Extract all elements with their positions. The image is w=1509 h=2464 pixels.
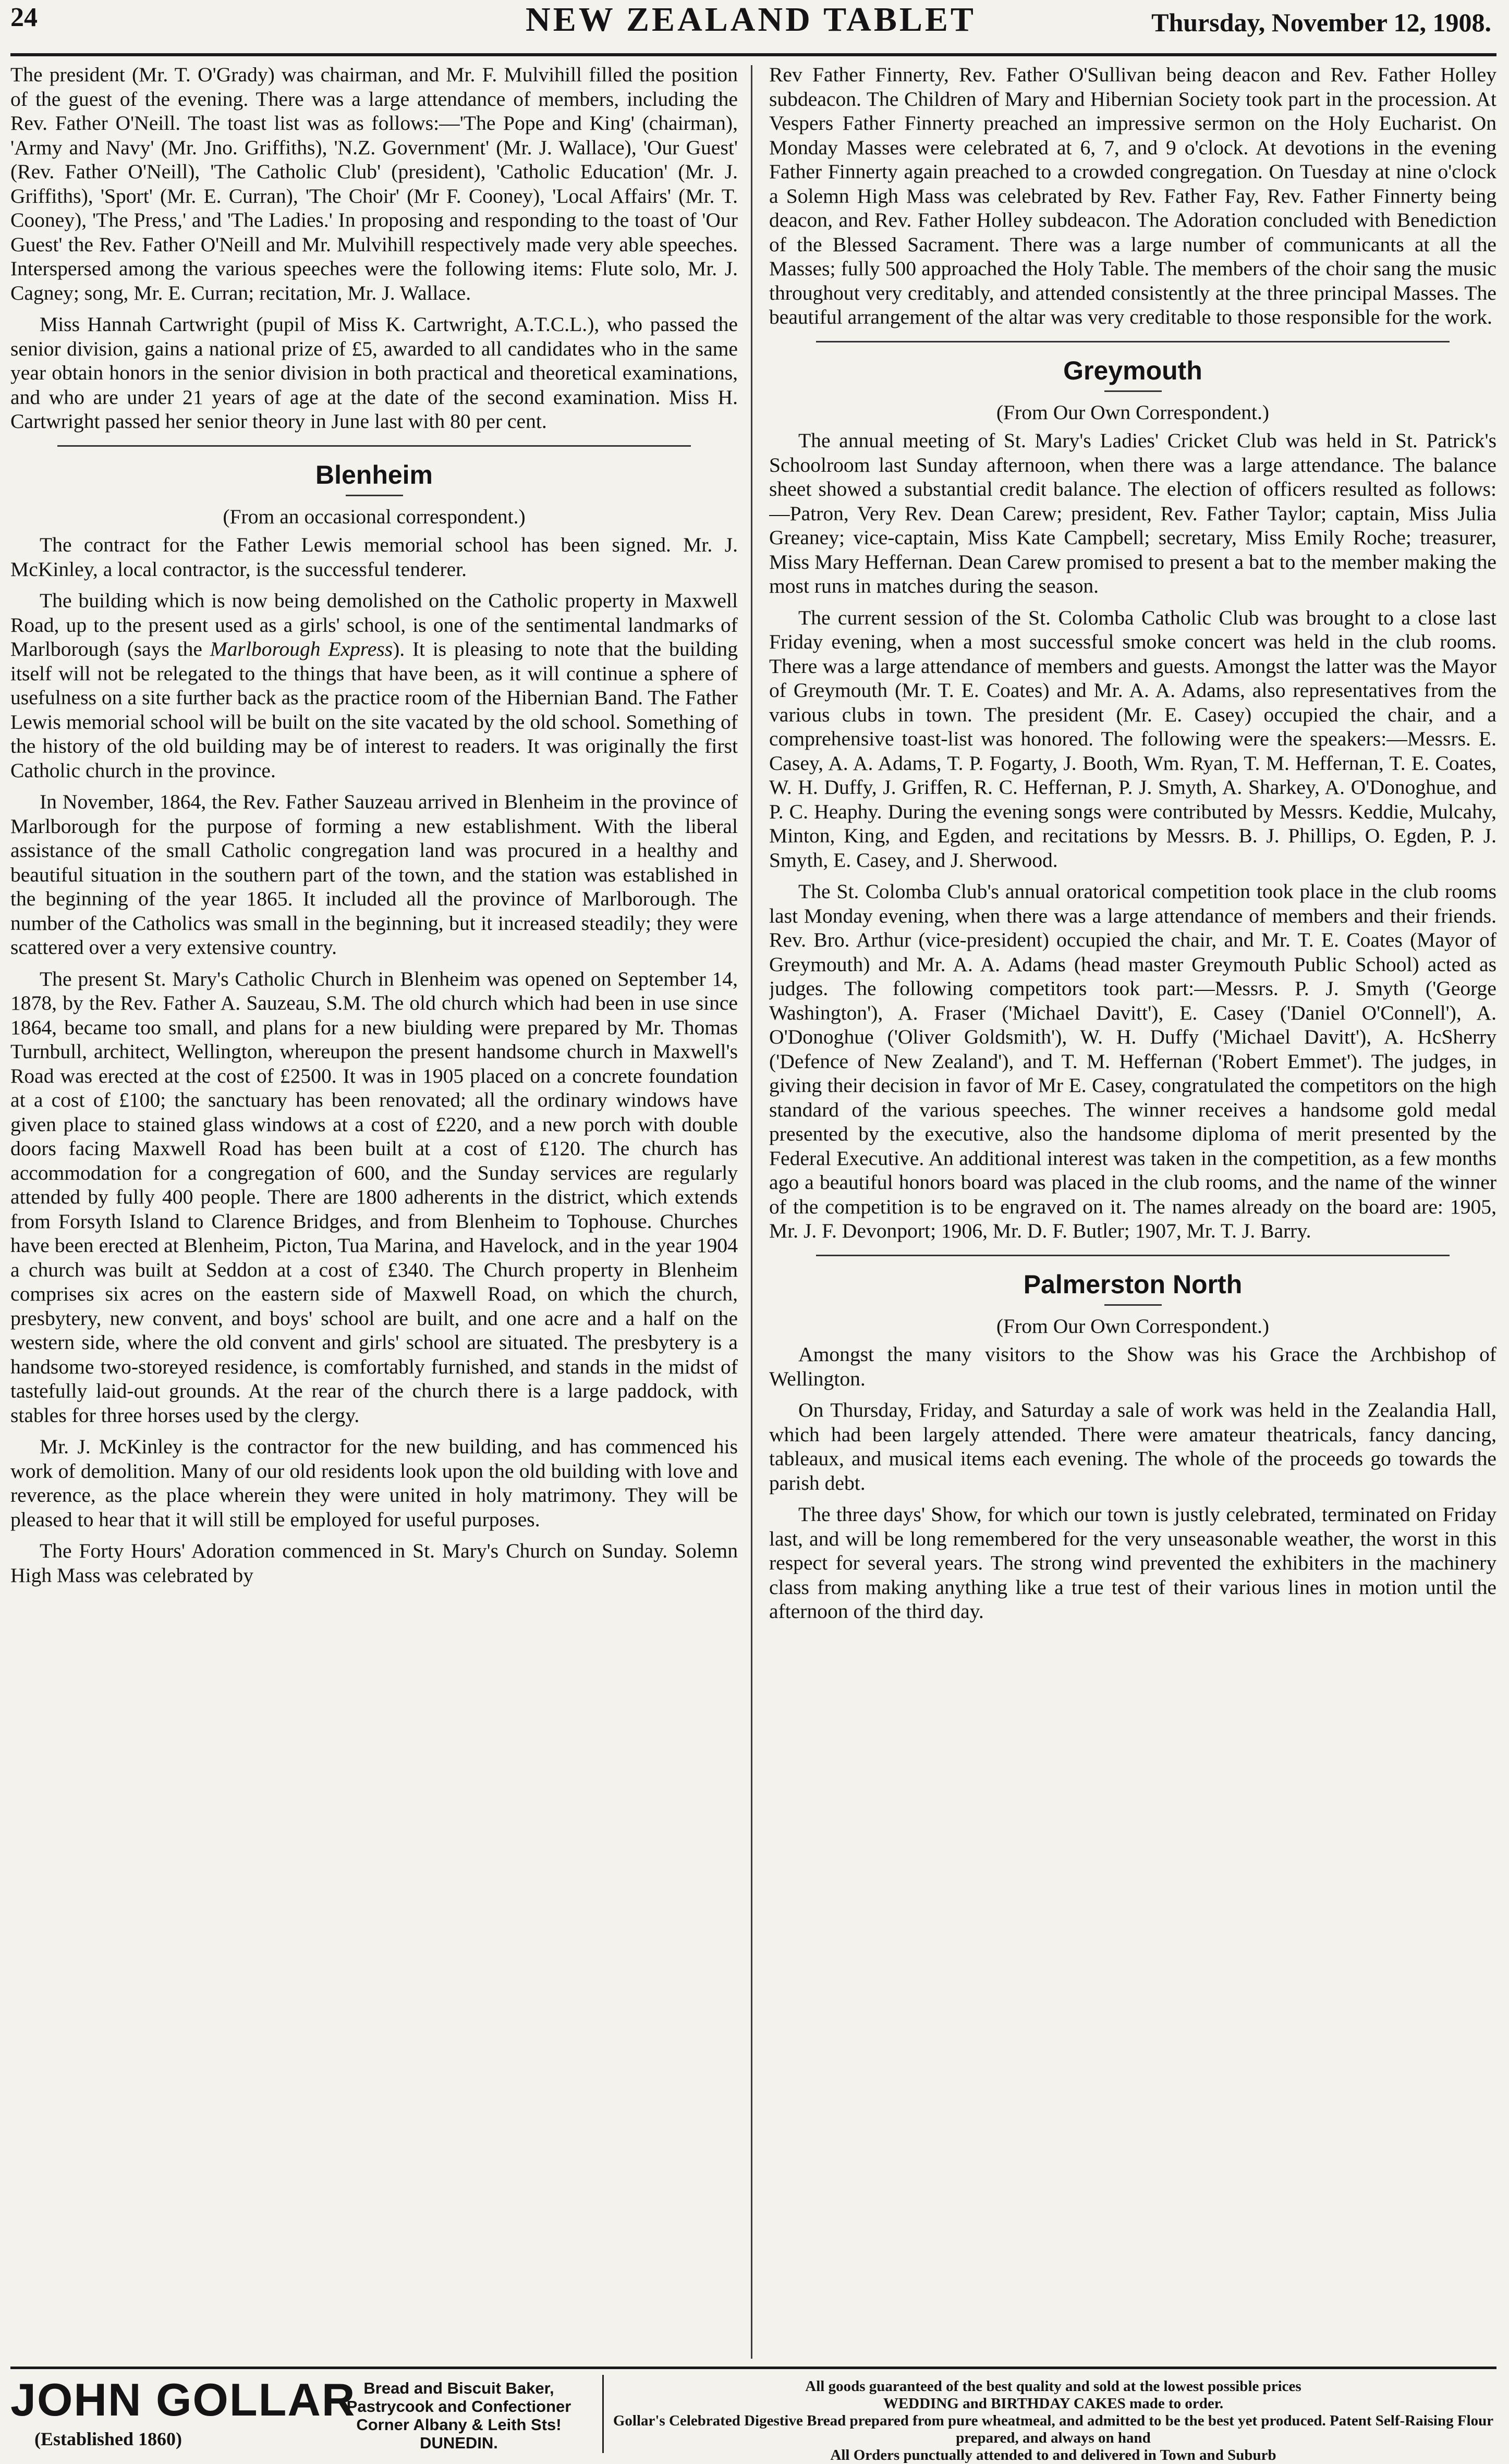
text-run: The building which is now being demolished on the Catholic property in Maxwell Road, up to the present used as a girls' school, is one of the sentimental landmarks of Marlborough (says the (10, 589, 738, 660)
heading-underline (346, 495, 403, 496)
advertiser-details (318, 2379, 600, 2452)
greymouth-paragraph: The current session of the St. Colomba Catholic Club was brought to a close last Friday evening, when a most successful smoke concert was held in the club rooms. There was a large attendance of members and guests. Amongst the latter was the Mayor of Greymouth (Mr. T. E. Coates) and Mr. A. A. Adams, also representatives from the various clubs in town. The president (Mr. E. Casey) occupied the chair, and a comprehensive toast-list was honored. The following were the speakers:—Messrs. E. Casey, A. A. Adams, T. P. Fogarty, J. Booth, Wm. Ryan, T. M. Heffernan, T. E. Coates, W. H. Duffy, J. Griffen, R. C. Heffernan, P. J. Smyth, A. Sharkey, A. O'Donoghue, and P. C. Heaphy. During the evening songs were contributed by Messrs. Keddie, Mulcahy, Minton, King, and Egden, and recitations by Messrs. B. J. Phillips, O. Egden, P. J. Smyth, E. Casey, and J. Sherwood. (769, 606, 1496, 872)
section-divider (816, 341, 1450, 342)
established-year: (Established 1860) (34, 2429, 182, 2449)
blenheim-paragraph: The Forty Hours' Adoration commenced in St. Mary's Church on Sunday. Solemn High Mass was celebrated by (10, 1539, 738, 1587)
section-divider (57, 445, 691, 447)
left-column (10, 63, 738, 2361)
newspaper-title: NEW ZEALAND TABLET (526, 1, 976, 39)
ad-line: DUNEDIN. (420, 2434, 498, 2452)
ad-line: All Orders punctually attended to and delivered in Town and Suburb (830, 2447, 1276, 2463)
blenheim-paragraph: Mr. J. McKinley is the contractor for the new building, and has commenced his work of demolition. Many of our old residents look upon the old building with love and reverence, as the place wherein they were united in holy matrimony. They will be pleased to hear that it will still be employed for useful purposes. (10, 1435, 738, 1531)
greymouth-heading: Greymouth (1063, 355, 1202, 385)
blenheim-article (10, 458, 738, 1588)
greymouth-paragraph: The annual meeting of St. Mary's Ladies' Cricket Club was held in St. Patrick's Schoolroom last Sunday afternoon, when there was a large attendance. The balance sheet showed a substantial credit balance. The election of officers resulted as follows:—Patron, Very Rev. Dean Carew; president, Rev. Father Taylor; captain, Miss Julia Greaney; vice-captain, Miss Kate Campbell; secretary, Miss Emily Roche; treasurer, Miss Mary Heffernan. Dean Carew promised to present a bat to the member making the most runs in matches during the season. (769, 429, 1496, 597)
column-divider (751, 65, 752, 2359)
palmerston-paragraph: On Thursday, Friday, and Saturday a sale of work was held in the Zealandia Hall, which had been largely attended. There were amateur theatricals, fancy dancing, tableaux, and musical items each evening. The whole of the proceeds go towards the parish debt. (769, 1399, 1496, 1494)
blenheim-paragraph: In November, 1864, the Rev. Father Sauzeau arrived in Blenheim in the province of Marlborough for the purpose of forming a new establishment. With the liberal assistance of the small Catholic congregation land was procured in a healthy and beautiful situation in the southern part of the town, and the station was established in the beginning of the year 1865. It included all the province of Marlborough. The number of the Catholics was small in the beginning, but it increased steadily; they were scattered over a very extensive country. (10, 790, 738, 959)
advertisement-copy (610, 2378, 1496, 2464)
section-divider (816, 1255, 1450, 1256)
blenheim-paragraph: The contract for the Father Lewis memorial school has been signed. Mr. J. McKinley, a local contractor, is the successful tenderer. (10, 533, 738, 581)
right-column (769, 63, 1496, 2361)
blenheim-byline: (From an occasional correspondent.) (223, 505, 526, 528)
masthead (10, 0, 1491, 57)
ad-line: Bread and Biscuit Baker, (363, 2379, 554, 2397)
palmerston-north-byline: (From Our Own Correspondent.) (996, 1314, 1270, 1338)
ad-line: Gollar's Celebrated Digestive Bread prepared from pure wheatmeal, and admitted to be the best yet produced. Patent Self-Raising Flour prepared, and always on hand (613, 2412, 1494, 2446)
forty-hours-continuation: Rev Father Finnerty, Rev. Father O'Sullivan being deacon and Rev. Father Holley subdeacon. The Children of Mary and Hibernian Society took part in the procession. At Vespers Father Finnerty preached an impressive sermon on the Holy Eucharist. On Monday Masses were celebrated at 6, 7, and 9 o'clock. At devotions in the evening Father Finnerty again preached to a crowded congregation. On Tuesday at nine o'clock a Solemn High Mass was celebrated by Rev. Father Fay, Rev. Father Finnerty being deacon, and Rev. Father Holley subdeacon. The Adoration concluded with Benediction of the Blessed Sacrament. There was a large number of communicants at all the Masses; fully 500 approached the Holy Table. The members of the choir sang the music throughout very creditably, and attended consistently at the three principal Masses. The beautiful arrangement of the altar was very creditable to those responsible for the work. (769, 63, 1496, 328)
greymouth-byline: (From Our Own Correspondent.) (996, 400, 1270, 424)
catholic-club-report: The president (Mr. T. O'Grady) was chairman, and Mr. F. Mulvihill filled the position of the guest of the evening. There was a large attendance of members, including the Rev. Father O'Neill. The toast list was as follows:—'The Pope and King' (chairman), 'Army and Navy' (Mr. Jno. Griffiths), 'N.Z. Government' (Mr. J. Wallace), 'Our Guest' (Rev. Father O'Neill), 'The Catholic Club' (president), 'Catholic Education' (Mr. J. Griffiths), 'Sport' (Mr. E. Curran), 'The Choir' (Mr F. Cooney), 'Local Affairs' (Mr. T. Cooney), 'The Press,' and 'The Ladies.' In proposing and responding to the toast of 'Our Guest' the Rev. Father O'Neill and Mr. Mulvihill respectively made very able speeches. Interspersed among the various speeches were the following items: Flute solo, Mr. J. Cagney; song, Mr. E. Curran; recitation, Mr. J. Wallace. (10, 63, 738, 304)
heading-underline (1104, 390, 1162, 392)
advertiser-name: JOHN GOLLAR (10, 2374, 356, 2425)
palmerston-paragraph: Amongst the many visitors to the Show was his Grace the Archbishop of Wellington. (769, 1343, 1496, 1390)
palmerston-north-heading: Palmerston North (1023, 1269, 1243, 1299)
ad-line: Corner Albany & Leith Sts! (356, 2416, 562, 2434)
ad-line: WEDDING and BIRTHDAY CAKES made to order. (883, 2395, 1224, 2412)
heading-underline (1104, 1304, 1162, 1306)
source-title: Marlborough Express (210, 638, 393, 660)
greymouth-article (769, 354, 1496, 1243)
bakery-advertisement (10, 2374, 1496, 2463)
blenheim-paragraph: The present St. Mary's Catholic Church in Blenheim was opened on September 14, 1878, by the Rev. Father A. Sauzeau, S.M. The old church which had been in use since 1864, became too small, and plans for a new biulding were prepared by Mr. Thomas Turnbull, architect, Wellington, whereupon the present handsome church in Maxwell's Road was erected at the cost of £2500. It was in 1905 placed on a concrete foundation at a cost of £100; the sanctuary has been renovated; all the ordinary windows have given place to stained glass windows at a cost of £220, and a new porch with double doors facing Maxwell Road has been built at a cost of £120. The church has accommodation for a congregation of 600, and the Sunday services are regularly attended by fully 400 people. There are 1800 adherents in the district, which extends from Forsyth Island to Clarence Bridges, and from Blenheim to Tophouse. Churches have been erected at Blenheim, Picton, Tua Marina, and Havelock, and in the year 1904 a church was built at Seddon at a cost of £340. The Church property in Blenheim comprises six acres on the eastern side of Maxwell Road, on which the church, presbytery, new convent, and boys' school are built, and one acre and a half on the western side, where the old convent and girls' school are situated. The presbytery is a handsome two-storeyed residence, is comfortably furnished, and stands in the midst of tastefully laid-out grounds. At the rear of the church there is a large paddock, with stables for three horses used by the clergy. (10, 967, 738, 1427)
cartwright-paragraph: Miss Hannah Cartwright (pupil of Miss K. Cartwright, A.T.C.L.), who passed the senior division, gains a national prize of £5, awarded to all candidates who in the same year obtain honors in the senior division in both practical and theoretical examinations, and who are under 21 years of age at the date of the second examination. Miss H. Cartwright passed her senior theory in June last with 80 per cent. (10, 313, 738, 433)
palmerston-north-article (769, 1268, 1496, 1624)
footer-rule (10, 2367, 1496, 2369)
masthead-rule (10, 53, 1496, 56)
blenheim-paragraph (10, 589, 738, 782)
issue-date: Thursday, November 12, 1908. (1151, 8, 1491, 37)
ad-divider (602, 2375, 604, 2453)
blenheim-heading: Blenheim (315, 460, 433, 489)
palmerston-paragraph: The three days' Show, for which our town is justly celebrated, terminated on Friday last, and will be long remembered for the very unseasonable weather, the worst in this respect for several years. The strong wind prevented the exhibiters in the machinery class from making anything like a true test of their various lines in motion until the afternoon of the third day. (769, 1503, 1496, 1623)
ad-line: All goods guaranteed of the best quality and sold at the lowest possible prices (805, 2378, 1301, 2395)
ad-line: Pastrycook and Confectioner (346, 2397, 571, 2416)
text-run: ). It is pleasing to note that the building itself will not be relegated to the things that have been, as it will continue a sphere of usefulness on a site further back as the practice room of the Hibernian Band. The Father Lewis memorial school will be built on the site vacated by the old school. Something of the history of the old building may be of interest to readers. It was originally the first Catholic church in the province. (10, 638, 738, 782)
greymouth-paragraph: The St. Colomba Club's annual oratorical competition took place in the club rooms last Monday evening, when there was a large attendance of members and their friends. Rev. Bro. Arthur (vice-president) occupied the chair, and Mr. T. E. Coates (Mayor of Greymouth) and Mr. A. A. Adams (head master Greymouth Public School) acted as judges. The following competitors took part:—Messrs. P. J. Smyth ('George Washington'), A. Fraser ('Michael Davitt'), E. Casey ('Daniel O'Connell'), A. O'Donoghue ('Oliver Goldsmith'), W. H. Duffy ('Michael Davitt'), A. HcSherry ('Defence of New Zealand'), and T. M. Heffernan ('Robert Emmet'). The judges, in giving their decision in favor of Mr E. Casey, congratulated the competitors on the high standard of the various speeches. The winner receives a handsome gold medal presented by the executive, also the handsome diploma of merit presented by the Federal Executive. An additional interest was taken in the competition, as a few months ago a beautiful honors board was placed in the club rooms, and the name of the winner of the competition is to be engraved on it. The names already on the board are: 1905, Mr. J. F. Devonport; 1906, Mr. D. F. Butler; 1907, Mr. T. J. Barry. (769, 880, 1496, 1242)
page-number: 24 (10, 3, 38, 32)
